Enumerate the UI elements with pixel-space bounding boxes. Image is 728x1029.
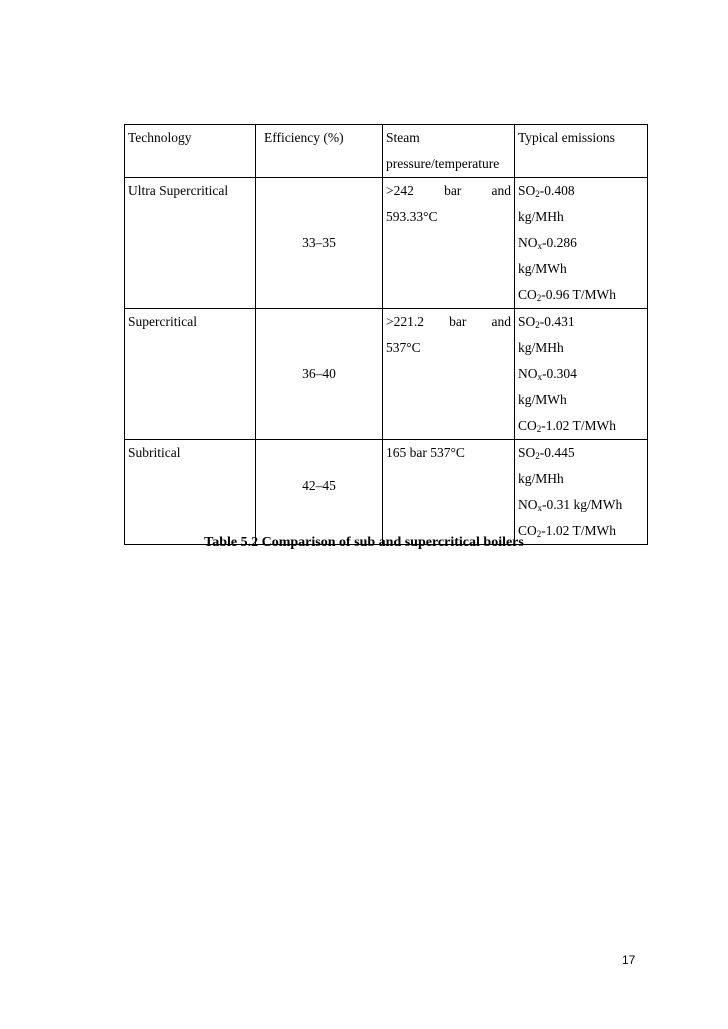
cell-technology: Ultra Supercritical — [125, 178, 256, 309]
cell-efficiency — [256, 309, 383, 440]
header-technology: Technology — [125, 125, 256, 178]
header-steam — [383, 125, 515, 178]
table-row — [125, 440, 648, 545]
cell-emissions: $SO_2-0.431$ kg/MHh $NO_x-0.304$ kg/MWh $CO_2-1.02$ T/MWh — [515, 309, 648, 440]
cell-steam: >221.2 bar and 537°C — [383, 309, 515, 440]
header-steam-line2: pressure/temperature — [386, 156, 500, 171]
table-header-row — [125, 125, 648, 178]
cell-steam: >242 bar and 593.33°C — [383, 178, 515, 309]
header-emissions: Typical emissions — [515, 125, 648, 178]
cell-technology: Subritical — [125, 440, 256, 545]
efficiency-value: 33–35 — [302, 235, 336, 250]
page-number: 17 — [622, 953, 636, 967]
table-caption: Table 5.2 Comparison of sub and supercritical boilers — [204, 535, 524, 550]
header-steam-line1: Steam — [386, 130, 420, 145]
efficiency-value: 36–40 — [302, 366, 336, 381]
table-row — [125, 309, 648, 440]
boiler-comparison-table — [124, 124, 648, 545]
table-row — [125, 178, 648, 309]
cell-efficiency — [256, 440, 383, 545]
cell-emissions: $SO_2-0.408$ kg/MHh $NO_x-0.286$ kg/MWh $CO_2-0.96$ T/MWh — [515, 178, 648, 309]
cell-steam: 165 bar 537°C — [383, 440, 515, 545]
cell-efficiency — [256, 178, 383, 309]
efficiency-value: 42–45 — [302, 478, 336, 493]
header-efficiency: Efficiency (%) — [256, 125, 383, 178]
cell-emissions: $SO_2-0.445$ kg/MHh $NO_x-0.31$ kg/MWh $CO_2-1.02$ T/MWh — [515, 440, 648, 545]
cell-technology: Supercritical — [125, 309, 256, 440]
